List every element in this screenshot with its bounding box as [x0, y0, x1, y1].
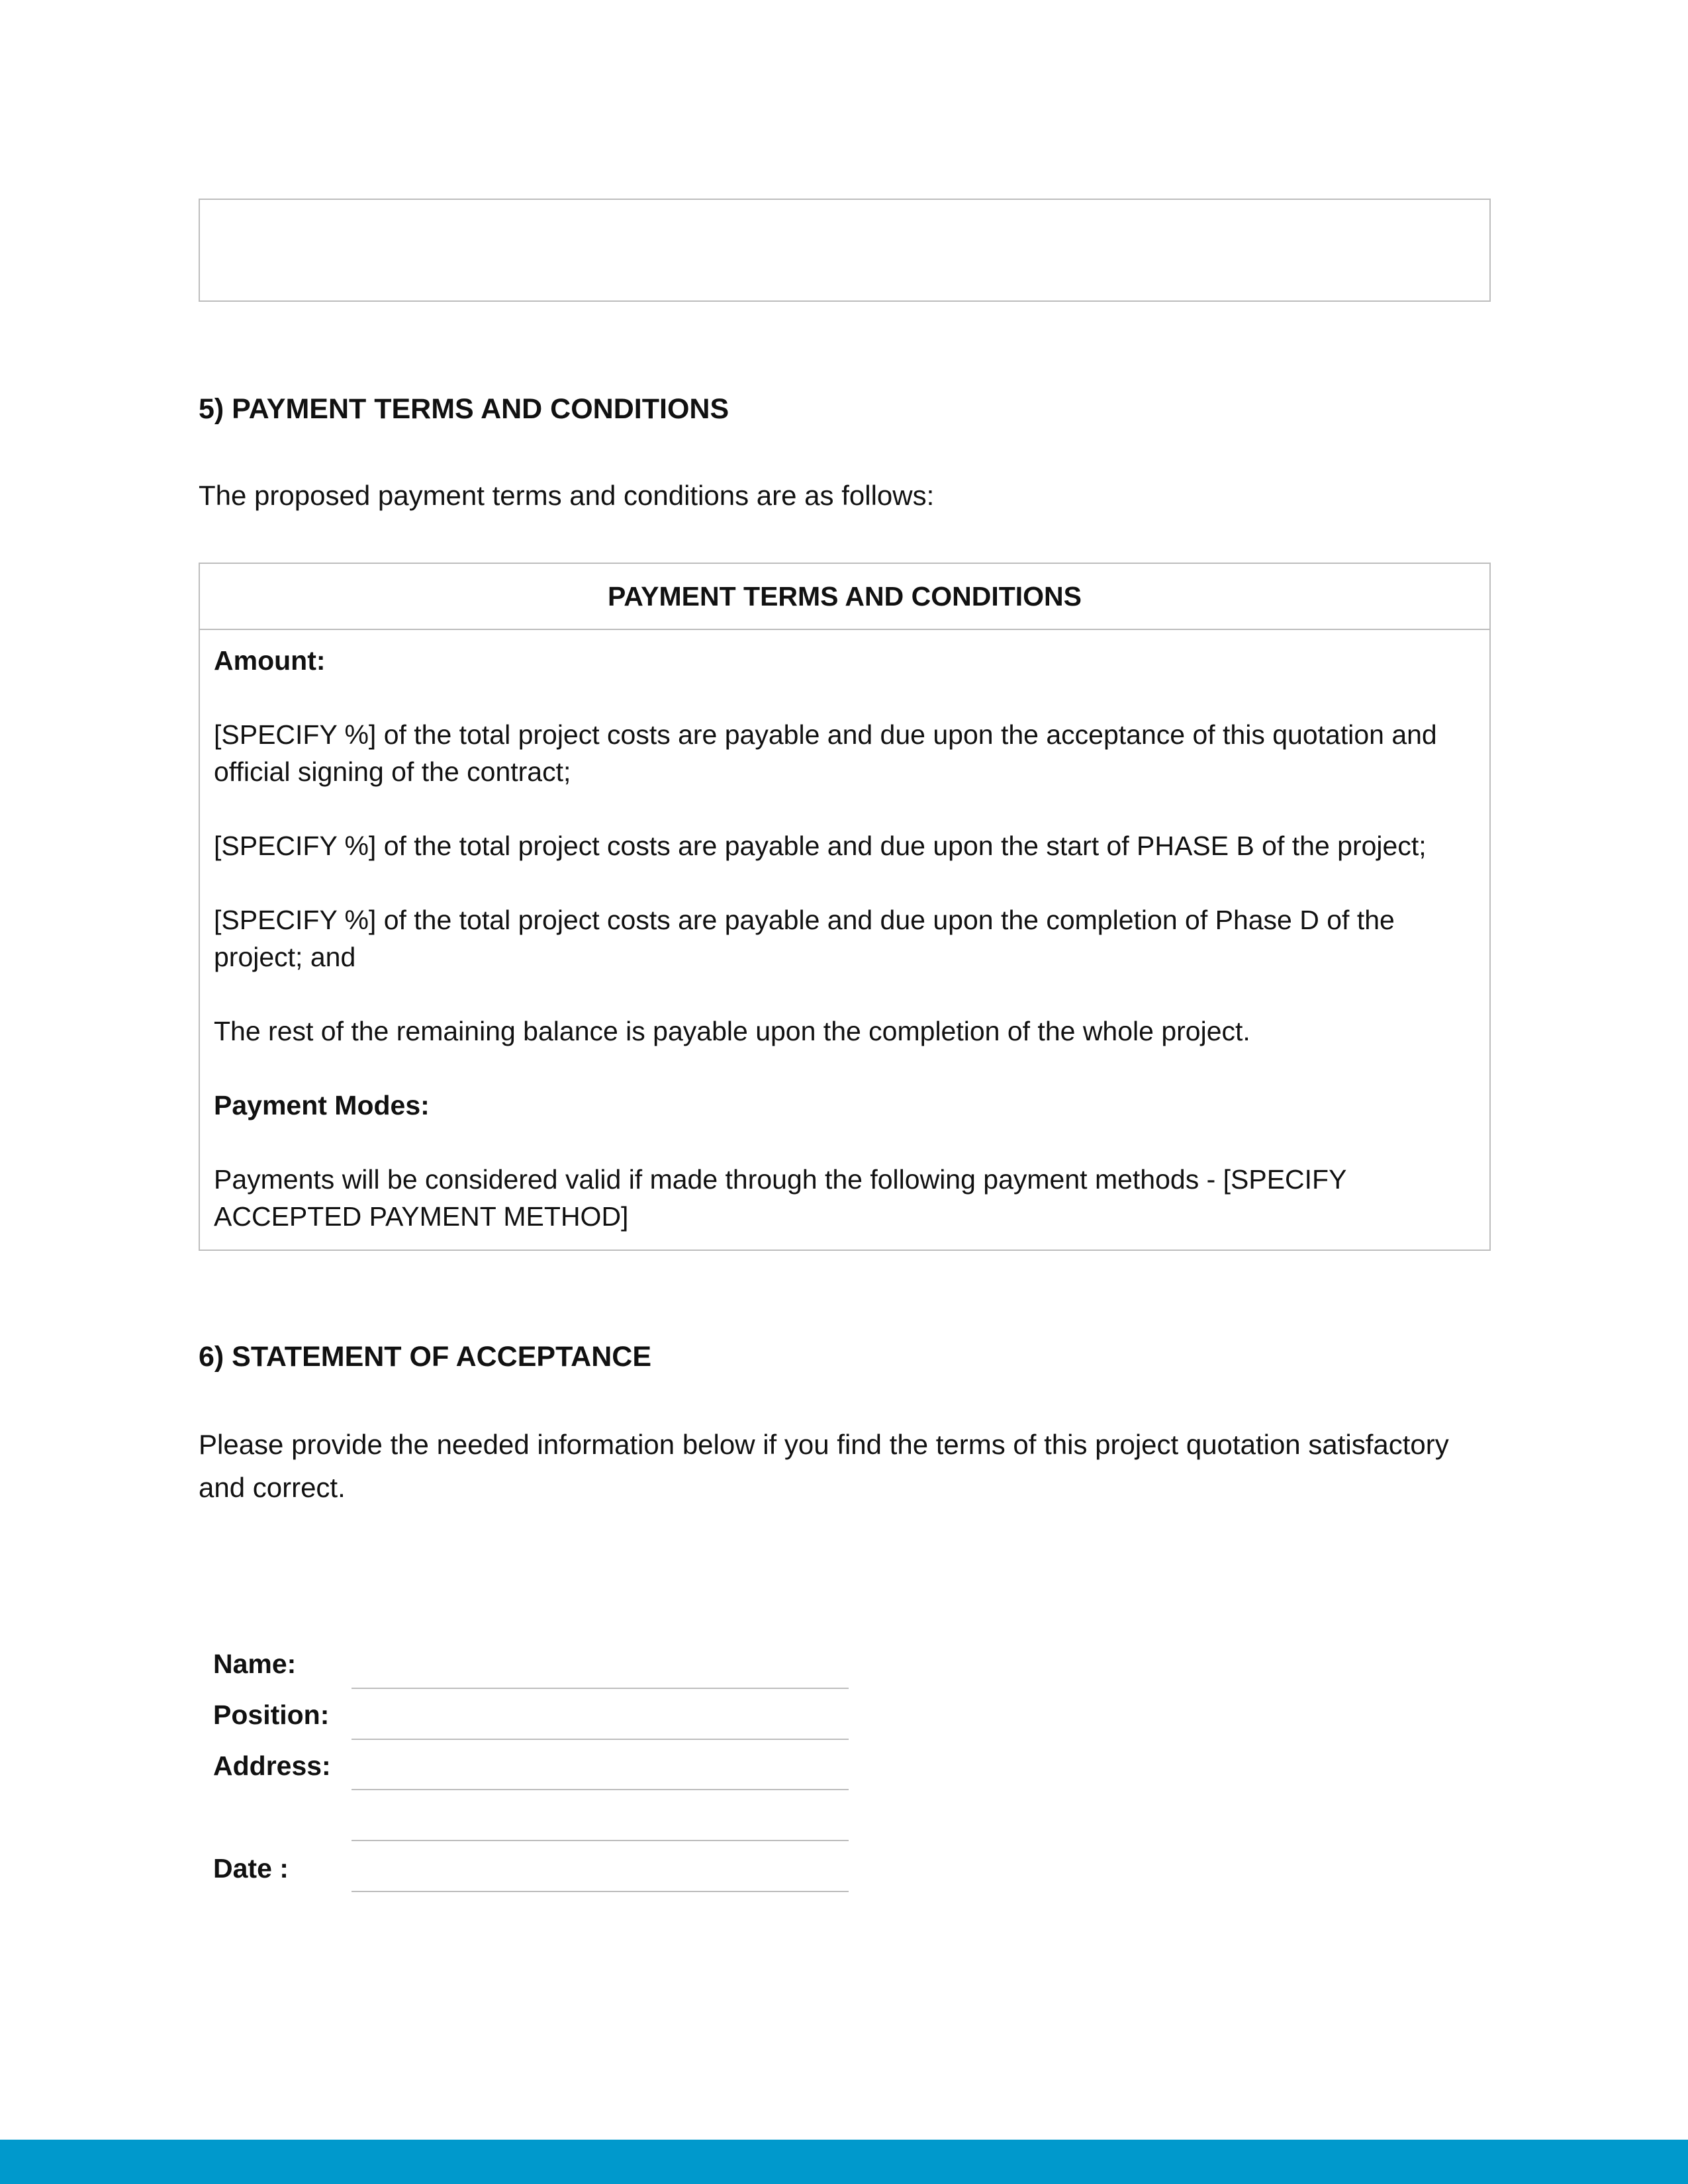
payment-terms-table-header: PAYMENT TERMS AND CONDITIONS — [200, 564, 1489, 630]
address-label: Address: — [213, 1751, 331, 1781]
section-6-heading: 6) STATEMENT OF ACCEPTANCE — [199, 1341, 652, 1373]
payment-term-item-2: [SPECIFY %] of the total project costs are payable and due upon the start of PHASE B of the project; — [214, 831, 1427, 861]
name-label: Name: — [213, 1649, 297, 1679]
name-field-line[interactable] — [352, 1688, 849, 1689]
position-label: Position: — [213, 1700, 330, 1730]
payment-modes-text: Payments will be considered valid if made through the following payment methods - [SPECIFY ACCEPTED PAYMENT METHOD] — [214, 1164, 1346, 1232]
payment-terms-table — [199, 563, 1491, 1251]
date-label: Date : — [213, 1853, 289, 1884]
section-5-intro: The proposed payment terms and conditions are as follows: — [199, 480, 935, 511]
section-6-intro: Please provide the needed information below if you find the terms of this project quotation satisfactory and correct. — [199, 1429, 1449, 1503]
section-5-heading: 5) PAYMENT TERMS AND CONDITIONS — [199, 393, 729, 425]
address-field-line[interactable] — [352, 1789, 849, 1790]
amount-label: Amount: — [214, 645, 326, 676]
payment-modes-label: Payment Modes: — [214, 1090, 430, 1120]
payment-term-item-3: [SPECIFY %] of the total project costs are payable and due upon the completion of Phase D of the project; and — [214, 905, 1395, 972]
payment-term-item-1: [SPECIFY %] of the total project costs are payable and due upon the acceptance of this quotation and official signing of the contract; — [214, 719, 1437, 787]
date-field-line[interactable] — [352, 1891, 849, 1892]
payment-terms-table-body — [200, 630, 1489, 1235]
address-field-line-2[interactable] — [352, 1840, 849, 1841]
footer-bar — [0, 2140, 1688, 2184]
payment-term-item-4: The rest of the remaining balance is payable upon the completion of the whole project. — [214, 1016, 1250, 1046]
empty-content-box — [199, 199, 1491, 302]
position-field-line[interactable] — [352, 1739, 849, 1740]
